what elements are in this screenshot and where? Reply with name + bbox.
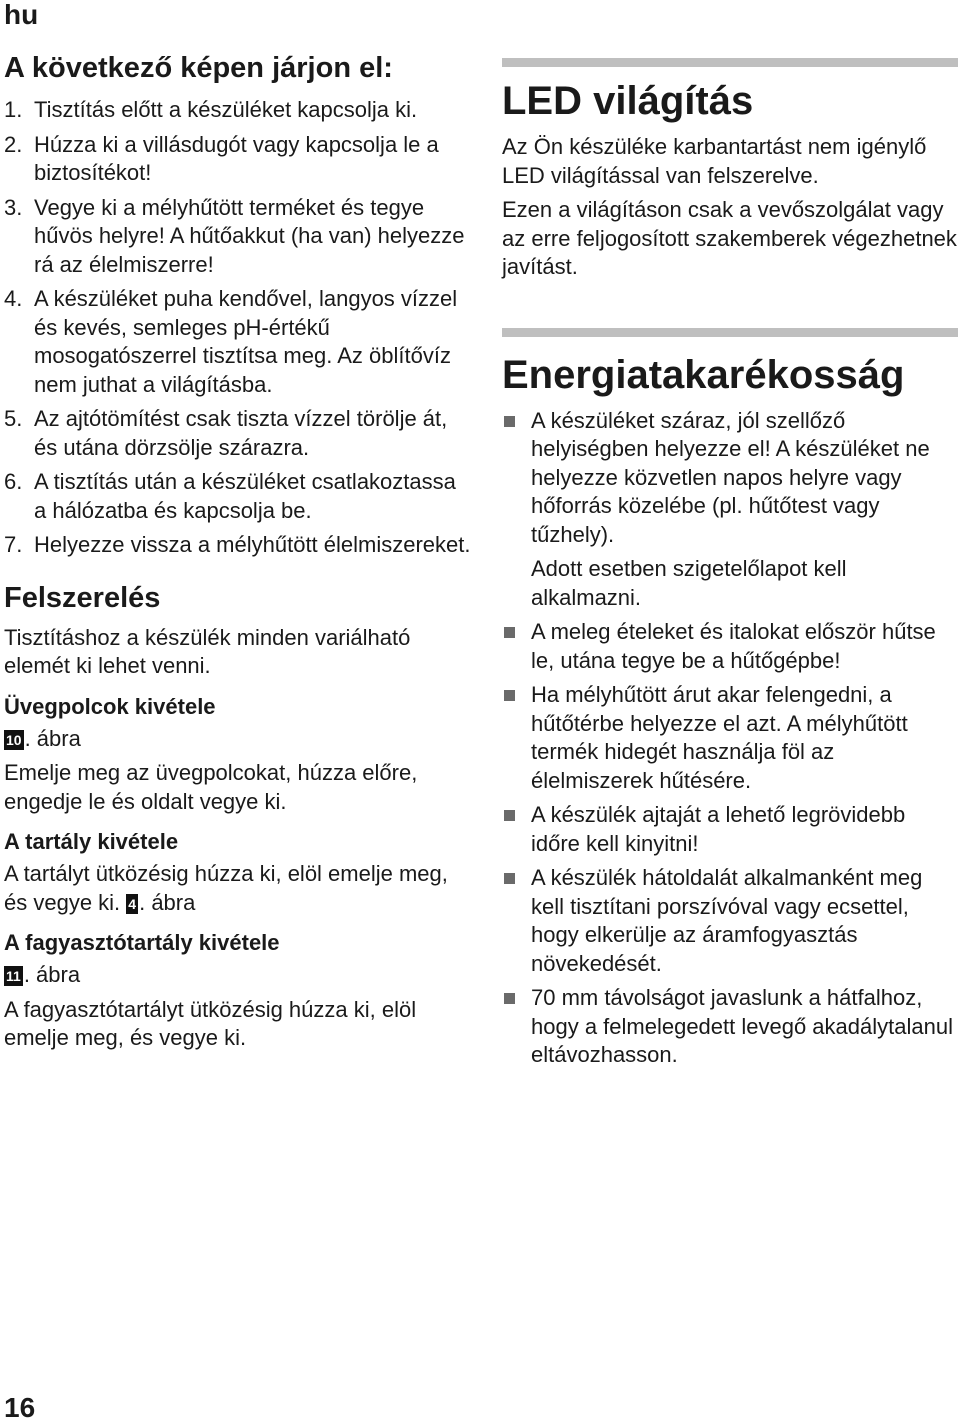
tip-text: A készülék ajtaját a lehető legrövidebb időre kell kinyitni! <box>531 802 906 856</box>
step-text: A tisztítás után a készüléket csatlakoztassa a hálózatba és kapcsolja be. <box>34 469 456 523</box>
step-number: 7. <box>4 532 23 557</box>
freezer-tank-heading: A fagyasztótartály kivétele <box>4 930 280 955</box>
bullet-square-icon <box>504 993 515 1004</box>
tip-text: A meleg ételeket és italokat először hűtse le, utána tegye be a hűtőgépbe! <box>531 619 936 673</box>
freezer-tank-text: A fagyasztótartályt ütközésig húzza ki, elöl emelje meg, és vegye ki. <box>4 996 417 1050</box>
page-number: 16 <box>4 1392 36 1423</box>
bullet-square-icon <box>504 690 515 701</box>
steps-heading: A következő képen járjon el: <box>4 52 393 84</box>
tank-heading: A tartály kivétele <box>4 829 179 854</box>
step-number: 5. <box>4 406 23 431</box>
tank-paragraph <box>4 860 474 917</box>
led-paragraph-1: Az Ön készüléke karbantartást nem igénylő LED világítással van felszerelve. <box>502 134 927 188</box>
step-item <box>4 468 474 525</box>
figure-ref-label: . ábra <box>23 962 81 987</box>
step-item <box>4 131 474 188</box>
tip-text: A készülék hátoldalát alkalmanként meg kell tisztítani porszívóval vagy ecsettel, hogy elkerülje az áramfogyasztás növekedését. <box>531 865 923 976</box>
tip-text: A készüléket száraz, jól szellőző helyiségben helyezze el! A készüléket ne helyezze közvetlen napos helyre vagy hőforrás közelébe (pl. hűtőtest vagy tűzhely). <box>531 407 930 547</box>
section-divider-bar <box>502 328 958 337</box>
section-divider-bar <box>502 58 958 67</box>
left-column <box>4 50 474 1059</box>
freezer-figure-ref <box>4 961 474 990</box>
figure-ref-label: . ábra <box>139 889 196 915</box>
step-text: Vegye ki a mélyhűtött terméket és tegye hűvös helyre! A hűtőakkut (ha van) helyezze rá az élelmiszerre! <box>34 194 465 277</box>
bullet-square-icon <box>504 416 515 427</box>
glass-shelf-heading: Üvegpolcok kivétele <box>4 693 216 719</box>
step-text: Helyezze vissza a mélyhűtött élelmiszereket. <box>34 532 471 557</box>
figure-number-badge: 4 <box>128 895 137 912</box>
list-item <box>502 618 958 675</box>
tip-extra-text: Adott esetben szigetelőlapot kell alkalmazni. <box>531 556 847 610</box>
energy-tips-list <box>502 407 958 1070</box>
step-number: 2. <box>4 131 23 157</box>
energy-heading: Energiatakarékosság <box>502 352 905 397</box>
figure-number-badge: 10 <box>6 731 22 748</box>
step-text: A készüléket puha kendővel, langyos vízzel és kevés, semleges pH-értékű mosogatószerrel tisztítsa meg. Az öblítővíz nem juthat a világításba. <box>34 286 458 397</box>
step-number: 1. <box>4 97 23 122</box>
step-item <box>4 531 474 560</box>
figure-ref-label: . ábra <box>24 725 81 751</box>
language-tag: hu <box>4 0 39 30</box>
felszereles-text: Tisztításhoz a készülék minden variálható elemét ki lehet venni. <box>4 624 411 678</box>
step-item <box>4 194 474 280</box>
tank-text: A tartályt ütközésig húzza ki, elöl emelje meg, és vegye ki. <box>4 861 448 915</box>
step-item <box>4 405 474 462</box>
figure-number-badge: 11 <box>6 968 21 985</box>
bullet-square-icon <box>504 873 515 884</box>
step-item <box>4 96 474 125</box>
list-item <box>502 681 958 795</box>
step-text: Tisztítás előtt a készüléket kapcsolja ki. <box>34 97 418 122</box>
felszereles-heading: Felszerelés <box>4 581 161 614</box>
cleaning-steps <box>4 96 474 560</box>
glass-shelf-text: Emelje meg az üvegpolcokat, húzza előre, engedje le és oldalt vegye ki. <box>4 760 418 814</box>
led-heading: LED világítás <box>502 79 754 123</box>
step-text: Az ajtótömítést csak tiszta vízzel törölje át, és utána dörzsölje szárazra. <box>34 406 448 460</box>
led-paragraph-2: Ezen a világításon csak a vevőszolgálat vagy az erre feljogosított szakemberek végezhetnek javítást. <box>502 197 957 279</box>
step-number: 4. <box>4 286 23 311</box>
step-number: 3. <box>4 194 23 220</box>
list-item <box>502 407 958 613</box>
step-text: Húzza ki a villásdugót vagy kapcsolja le a biztosítékot! <box>34 131 439 185</box>
tip-text: 70 mm távolságot javaslunk a hátfalhoz, hogy a felmelegedett levegő akadálytalanul eltávozhasson. <box>531 985 953 1067</box>
step-item <box>4 285 474 399</box>
list-item <box>502 984 958 1070</box>
tip-text: Ha mélyhűtött árut akar felengedni, a hűtőtérbe helyezze el azt. A mélyhűtött termék hidegét használja föl az élelmiszerek hűtésére. <box>531 682 908 793</box>
list-item <box>502 864 958 978</box>
step-number: 6. <box>4 469 23 494</box>
right-column <box>502 58 958 1076</box>
list-item <box>502 801 958 858</box>
bullet-square-icon <box>504 627 515 638</box>
glass-figure-ref <box>4 725 474 754</box>
bullet-square-icon <box>504 810 515 821</box>
